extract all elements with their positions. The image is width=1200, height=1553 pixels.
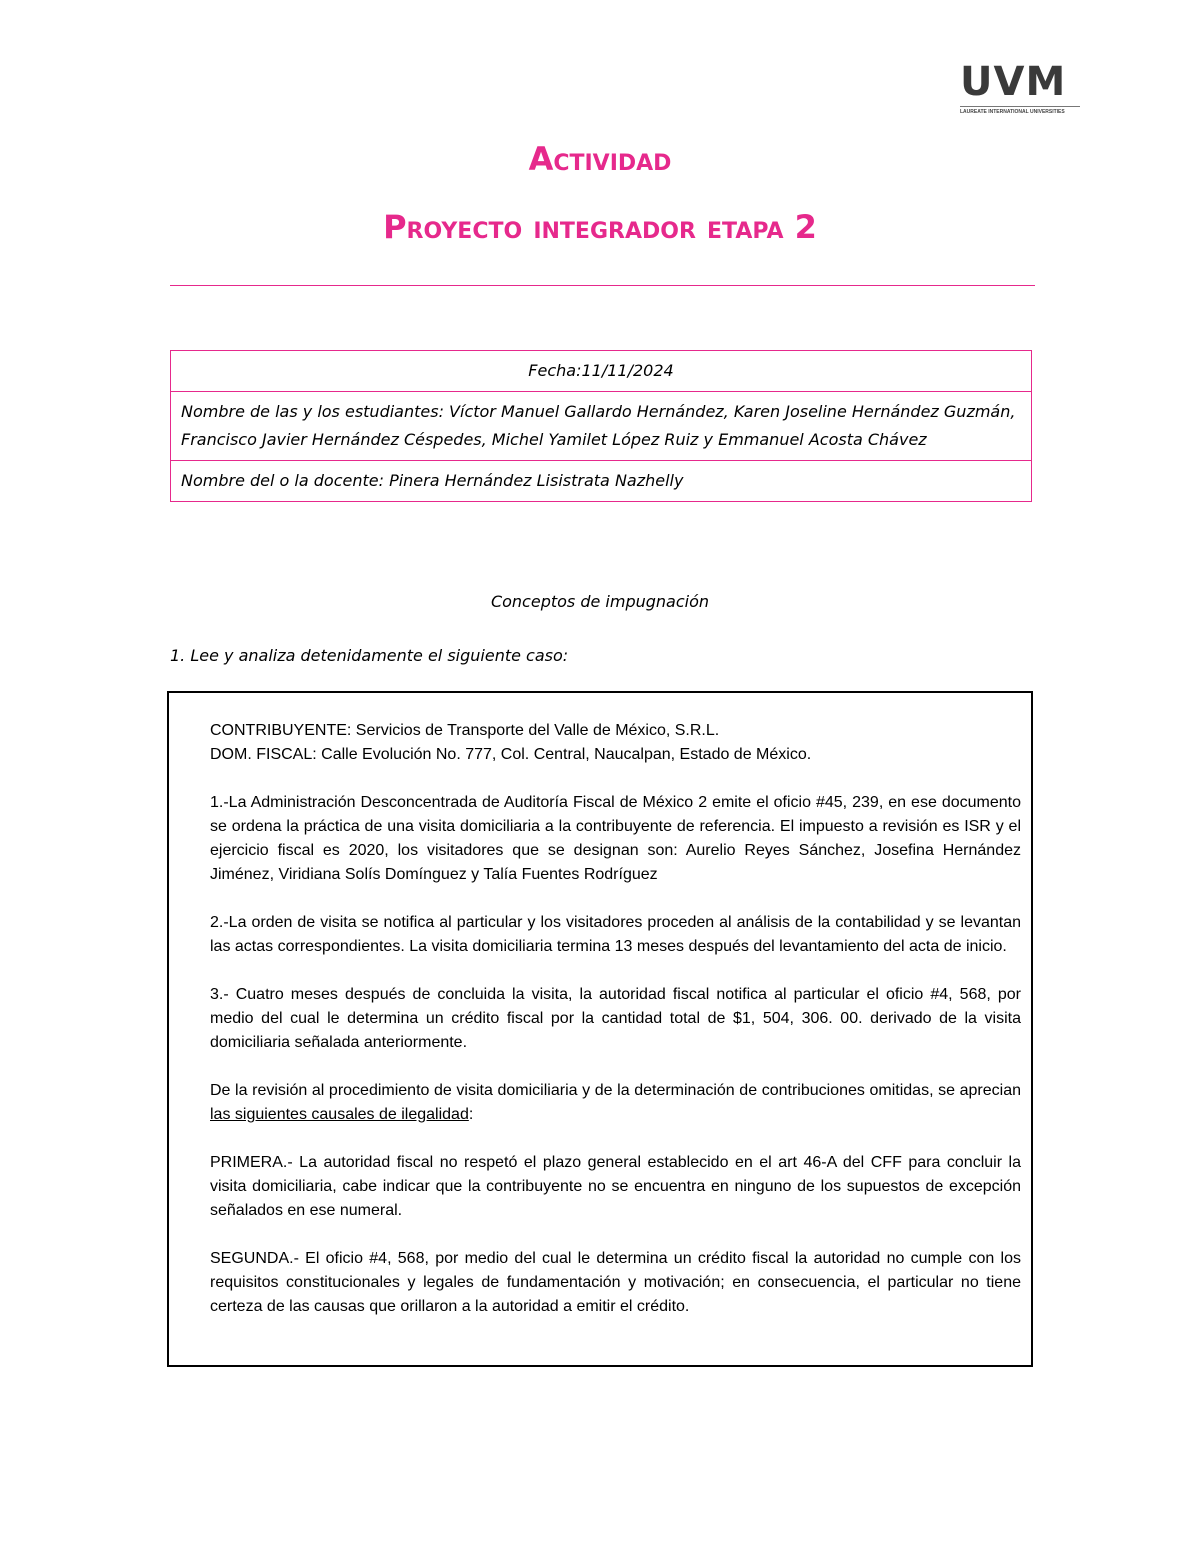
domicilio-line [210,743,1021,767]
document-subtitle: Proyecto integrador etapa 2 [383,208,817,246]
case-paragraph-3: 3.- Cuatro meses después de concluida la visita, la autoridad fiscal notifica al particular el oficio #4, 568, por medio del cual le determina un crédito fiscal por la cantidad total de $1, 504, 306. 00. derivado de la visita domiciliaria señalada anteriormente. [210,986,1021,1051]
teacher-cell [171,461,1032,502]
instruction-text: 1. Lee y analiza detenidamente el siguiente caso: [170,646,569,665]
students-names: Víctor Manuel Gallardo Hernández, Karen Joseline Hernández Guzmán, Francisco Javier Hernández Céspedes, Michel Yamilet López Ruiz y Emmanuel Acosta Chávez [181,402,1016,449]
info-table [170,350,1032,502]
title-divider [170,285,1035,286]
uvm-logo [960,59,1082,118]
case-paragraph-2: 2.-La orden de visita se notifica al particular y los visitadores proceden al análisis de la contabilidad y se levantan las actas correspondientes. La visita domiciliaria termina 13 meses después del levantamiento del acta de inicio. [210,914,1021,955]
contribuyente-label: CONTRIBUYENTE: [210,722,352,739]
section-title: Conceptos de impugnación [490,592,710,611]
teacher-name: Pinera Hernández Lisistrata Nazhelly [383,471,684,490]
info-row-students [171,392,1032,461]
document-title: Actividad [528,140,672,178]
domicilio-value: Calle Evolución No. 777, Col. Central, Naucalpan, Estado de México. [316,746,812,763]
case-paragraph-primera: PRIMERA.- La autoridad fiscal no respetó el plazo general establecido en el art 46-A del CFF para concluir la visita domiciliaria, cabe indicar que la contribuyente no se encuentra en ninguno de los supuestos de excepción señalados en ese numeral. [210,1154,1021,1219]
logo-text: UVM [960,59,1067,105]
teacher-label: Nombre del o la docente: [181,471,384,490]
fecha-cell: Fecha:11/11/2024 [171,351,1032,392]
p4-intro: De la revisión al procedimiento de visita domiciliaria y de la determinación de contribuciones omitidas, se aprecian [210,1082,1021,1099]
contribuyente-value: Servicios de Transporte del Valle de México, S.R.L. [351,722,720,739]
p4-colon: : [468,1106,474,1123]
case-box [167,691,1033,1367]
case-paragraph-segunda: SEGUNDA.- El oficio #4, 568, por medio del cual le determina un crédito fiscal la autoridad no cumple con los requisitos constitucionales y legales de fundamentación y motivación; en consecuencia, el particular no tiene certeza de las causas que orillaron a la autoridad a emitir el crédito. [210,1250,1021,1315]
p4-underlined: las siguientes causales de ilegalidad [210,1106,469,1123]
logo-divider [960,106,1080,107]
students-cell [171,392,1032,461]
logo-subtext: LAUREATE INTERNATIONAL UNIVERSITIES [960,109,1065,115]
contribuyente-line [210,719,1021,743]
case-paragraph-4 [210,1079,1021,1127]
info-row-teacher [171,461,1032,502]
students-label: Nombre de las y los estudiantes: [181,402,444,421]
info-row-fecha [171,351,1032,392]
domicilio-label: DOM. FISCAL: [210,746,317,763]
case-paragraph-1: 1.-La Administración Desconcentrada de Auditoría Fiscal de México 2 emite el oficio #45, 239, en ese documento se ordena la práctica de una visita domiciliaria a la contribuyente de referencia. El impuesto a revisión es ISR y el ejercicio fiscal es 2020, los visitadores que se designan son: Aurelio Reyes Sánchez, Josefina Hernández Jiménez, Viridiana Solís Domínguez y Talía Fuentes Rodríguez [210,794,1021,883]
